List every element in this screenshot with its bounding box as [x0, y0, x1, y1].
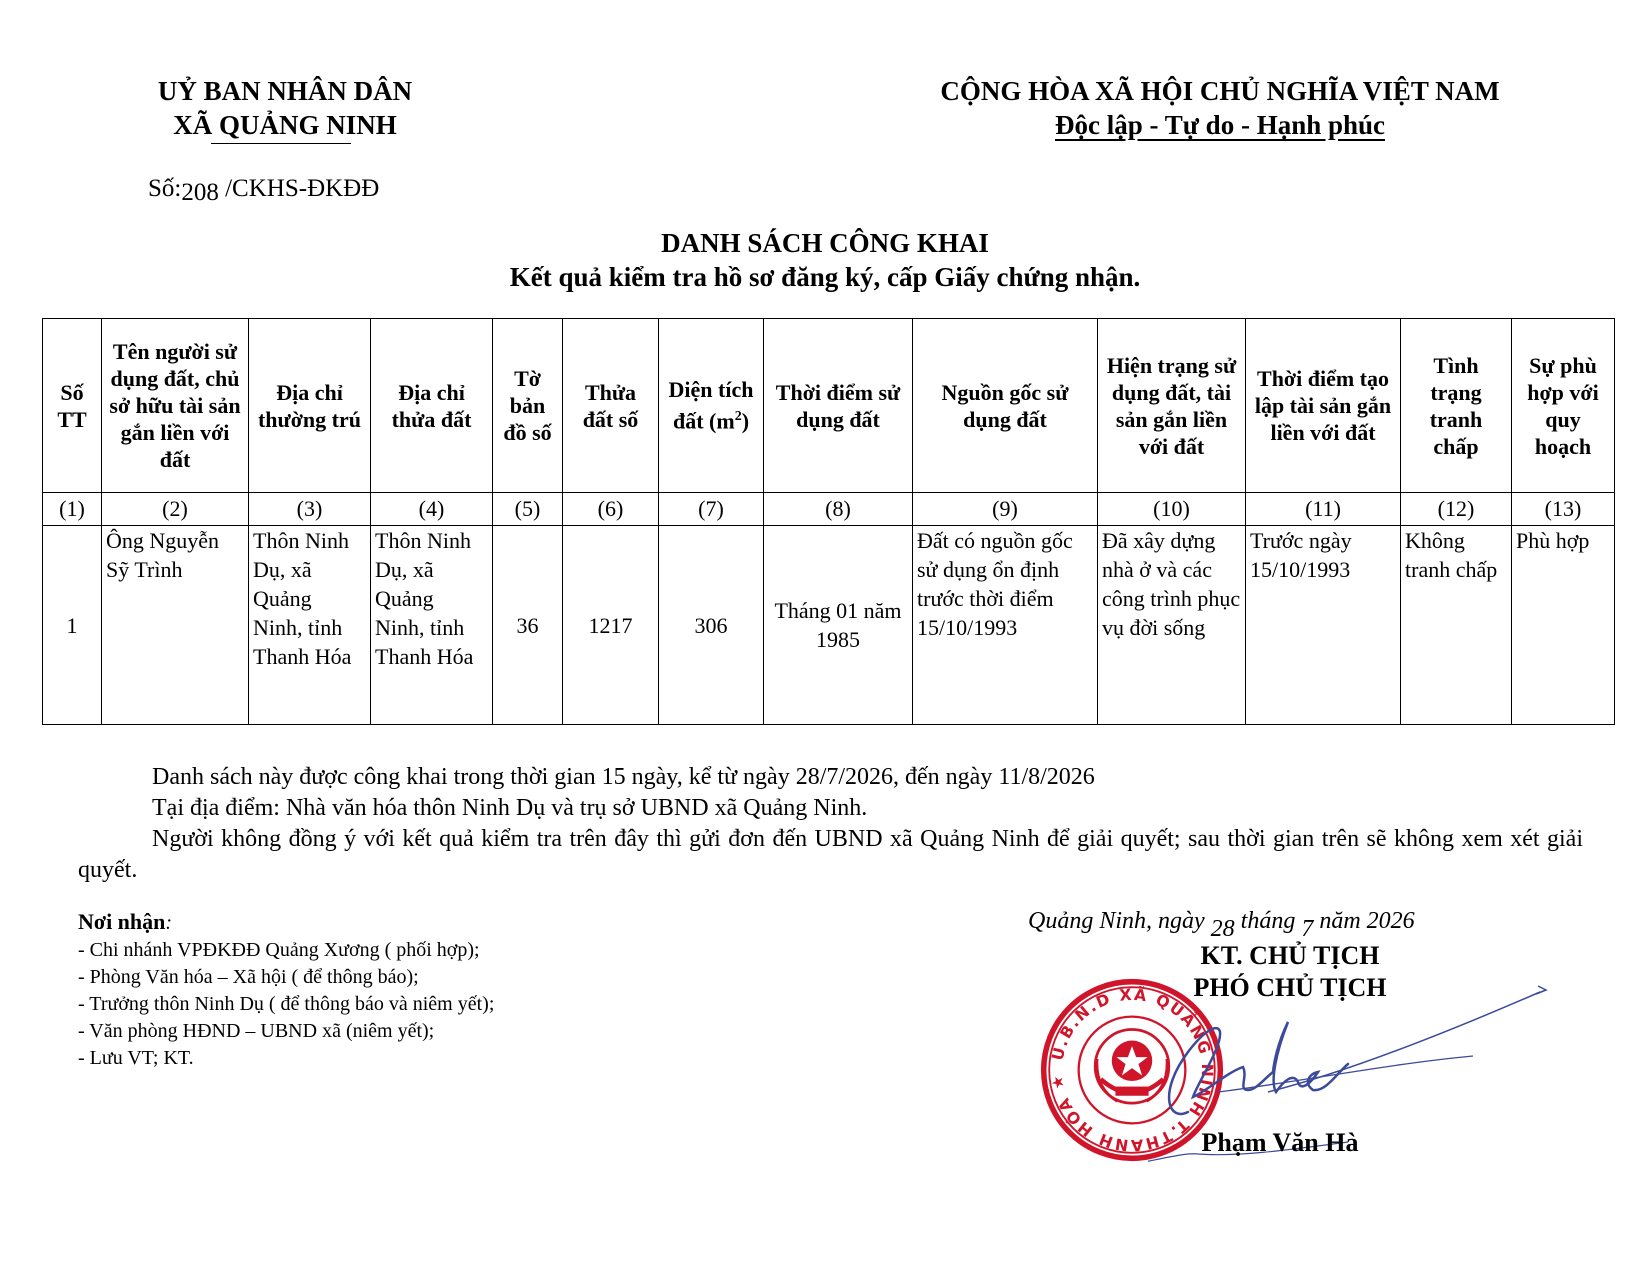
- column-header: Hiện trạng sử dụng đất, tài sản gắn liền với đất: [1098, 319, 1246, 493]
- issuer-underline: [211, 143, 351, 144]
- svg-text:U.B.N.D XÃ QUẢNG NINH T.THANH: U.B.N.D XÃ QUẢNG NINH T.THANH HÓA ★: [1046, 984, 1218, 1156]
- column-number: (10): [1098, 493, 1246, 526]
- cell-use-time: Tháng 01 năm 1985: [764, 526, 913, 725]
- place-date: Quảng Ninh, ngày 28 tháng 7 năm 2026: [1028, 908, 1415, 942]
- paragraph-location: Tại địa điểm: Nhà văn hóa thôn Ninh Dụ và trụ sở UBND xã Quảng Ninh.: [152, 795, 868, 821]
- column-number: (1): [43, 493, 102, 526]
- cell-map-sheet: 36: [493, 526, 563, 725]
- list-item: - Văn phòng HĐND – UBND xã (niêm yết);: [78, 1020, 435, 1042]
- column-number: (8): [764, 493, 913, 526]
- signer-name: Phạm Văn Hà: [1201, 1128, 1359, 1157]
- doc-no-number: 208: [181, 179, 219, 206]
- cell-area: 306: [659, 526, 764, 725]
- cell-asset-time: Trước ngày 15/10/1993: [1246, 526, 1401, 725]
- recipients-colon: :: [165, 912, 173, 934]
- cell-origin: Đất có nguồn gốc sử dụng ổn định trước thời điểm 15/10/1993: [913, 526, 1098, 725]
- column-header: Số TT: [43, 319, 102, 493]
- column-header: Nguồn gốc sử dụng đất: [913, 319, 1098, 493]
- cell-parcel-address: Thôn Ninh Dụ, xã Quảng Ninh, tỉnh Thanh Hóa: [371, 526, 493, 725]
- issuer-block: [120, 74, 450, 142]
- column-header: Địa chỉ thửa đất: [371, 319, 493, 493]
- cell-status: Đã xây dựng nhà ở và các công trình phục vụ đời sống: [1098, 526, 1246, 725]
- paragraph-period: Danh sách này được công khai trong thời gian 15 ngày, kể từ ngày 28/7/2026, đến ngày 11/8/2026: [152, 764, 1095, 790]
- column-number: (7): [659, 493, 764, 526]
- column-number-row: [43, 493, 1615, 526]
- column-number: (2): [102, 493, 249, 526]
- column-number: (12): [1401, 493, 1512, 526]
- doc-no-prefix: Số:: [148, 175, 182, 202]
- signer-title: KT. CHỦ TỊCH PHÓ CHỦ TỊCH: [1193, 941, 1387, 1002]
- issuer-line1: UỶ BAN NHÂN DÂN: [157, 76, 413, 106]
- column-number: (3): [249, 493, 371, 526]
- column-header: Sự phù hợp với quy hoạch: [1512, 319, 1615, 493]
- table-row: [43, 526, 1615, 725]
- issuer-line2: XÃ QUẢNG NINH: [173, 110, 397, 140]
- cell-stt: 1: [43, 526, 102, 725]
- cell-parcel-no: 1217: [563, 526, 659, 725]
- doc-no-suffix: /CKHS-ĐKĐĐ: [218, 175, 380, 202]
- column-header: Tờ bản đồ số: [493, 319, 563, 493]
- column-number: (13): [1512, 493, 1615, 526]
- list-item: - Chi nhánh VPĐKĐĐ Quảng Xương ( phối hợp);: [78, 939, 480, 961]
- column-header: Thời điểm sử dụng đất: [764, 319, 913, 493]
- column-header: Tên người sử dụng đất, chủ sở hữu tài sản gắn liền với đất: [102, 319, 249, 493]
- recipients-block: [78, 908, 678, 1072]
- column-header: Thời điểm tạo lập tài sản gắn liền với đất: [1246, 319, 1401, 493]
- cell-dispute: Không tranh chấp: [1401, 526, 1512, 725]
- paragraph-objection: Người không đồng ý với kết quả kiểm tra trên đây thì gửi đơn đến UBND xã Quảng Ninh để giải quyết; sau thời gian trên sẽ không xem xét giải quyết.: [78, 826, 1583, 883]
- column-number: (9): [913, 493, 1098, 526]
- document-number: [148, 175, 380, 206]
- national-motto: Độc lập - Tự do - Hạnh phúc: [1054, 110, 1386, 140]
- list-item: - Phòng Văn hóa – Xã hội ( để thông báo);: [78, 966, 419, 988]
- column-header: Địa chỉ thường trú: [249, 319, 371, 493]
- column-header: Tình trạng tranh chấp: [1401, 319, 1512, 493]
- recipients-title: Nơi nhận: [78, 909, 166, 934]
- national-title-block: [900, 74, 1540, 142]
- column-header-area: Diện tích đất $(m^2)$: [659, 319, 764, 493]
- national-title: CỘNG HÒA XÃ HỘI CHỦ NGHĨA VIỆT NAM: [940, 76, 1500, 106]
- list-item: - Lưu VT; KT.: [78, 1047, 194, 1069]
- list-item: - Trưởng thôn Ninh Dụ ( để thông báo và niêm yết);: [78, 993, 495, 1015]
- title-line1: DANH SÁCH CÔNG KHAI: [661, 228, 989, 258]
- cell-owner: Ông Nguyễn Sỹ Trình: [102, 526, 249, 725]
- cell-planning: Phù hợp: [1512, 526, 1615, 725]
- document-title: [0, 226, 1650, 294]
- column-number: (6): [563, 493, 659, 526]
- table-header-row: [43, 319, 1615, 493]
- results-table: [42, 318, 1615, 725]
- cell-residence: Thôn Ninh Dụ, xã Quảng Ninh, tỉnh Thanh Hóa: [249, 526, 371, 725]
- column-number: (5): [493, 493, 563, 526]
- column-header: Thửa đất số: [563, 319, 659, 493]
- column-number: (4): [371, 493, 493, 526]
- column-number: (11): [1246, 493, 1401, 526]
- title-line2: Kết quả kiểm tra hồ sơ đăng ký, cấp Giấy chứng nhận.: [509, 262, 1141, 292]
